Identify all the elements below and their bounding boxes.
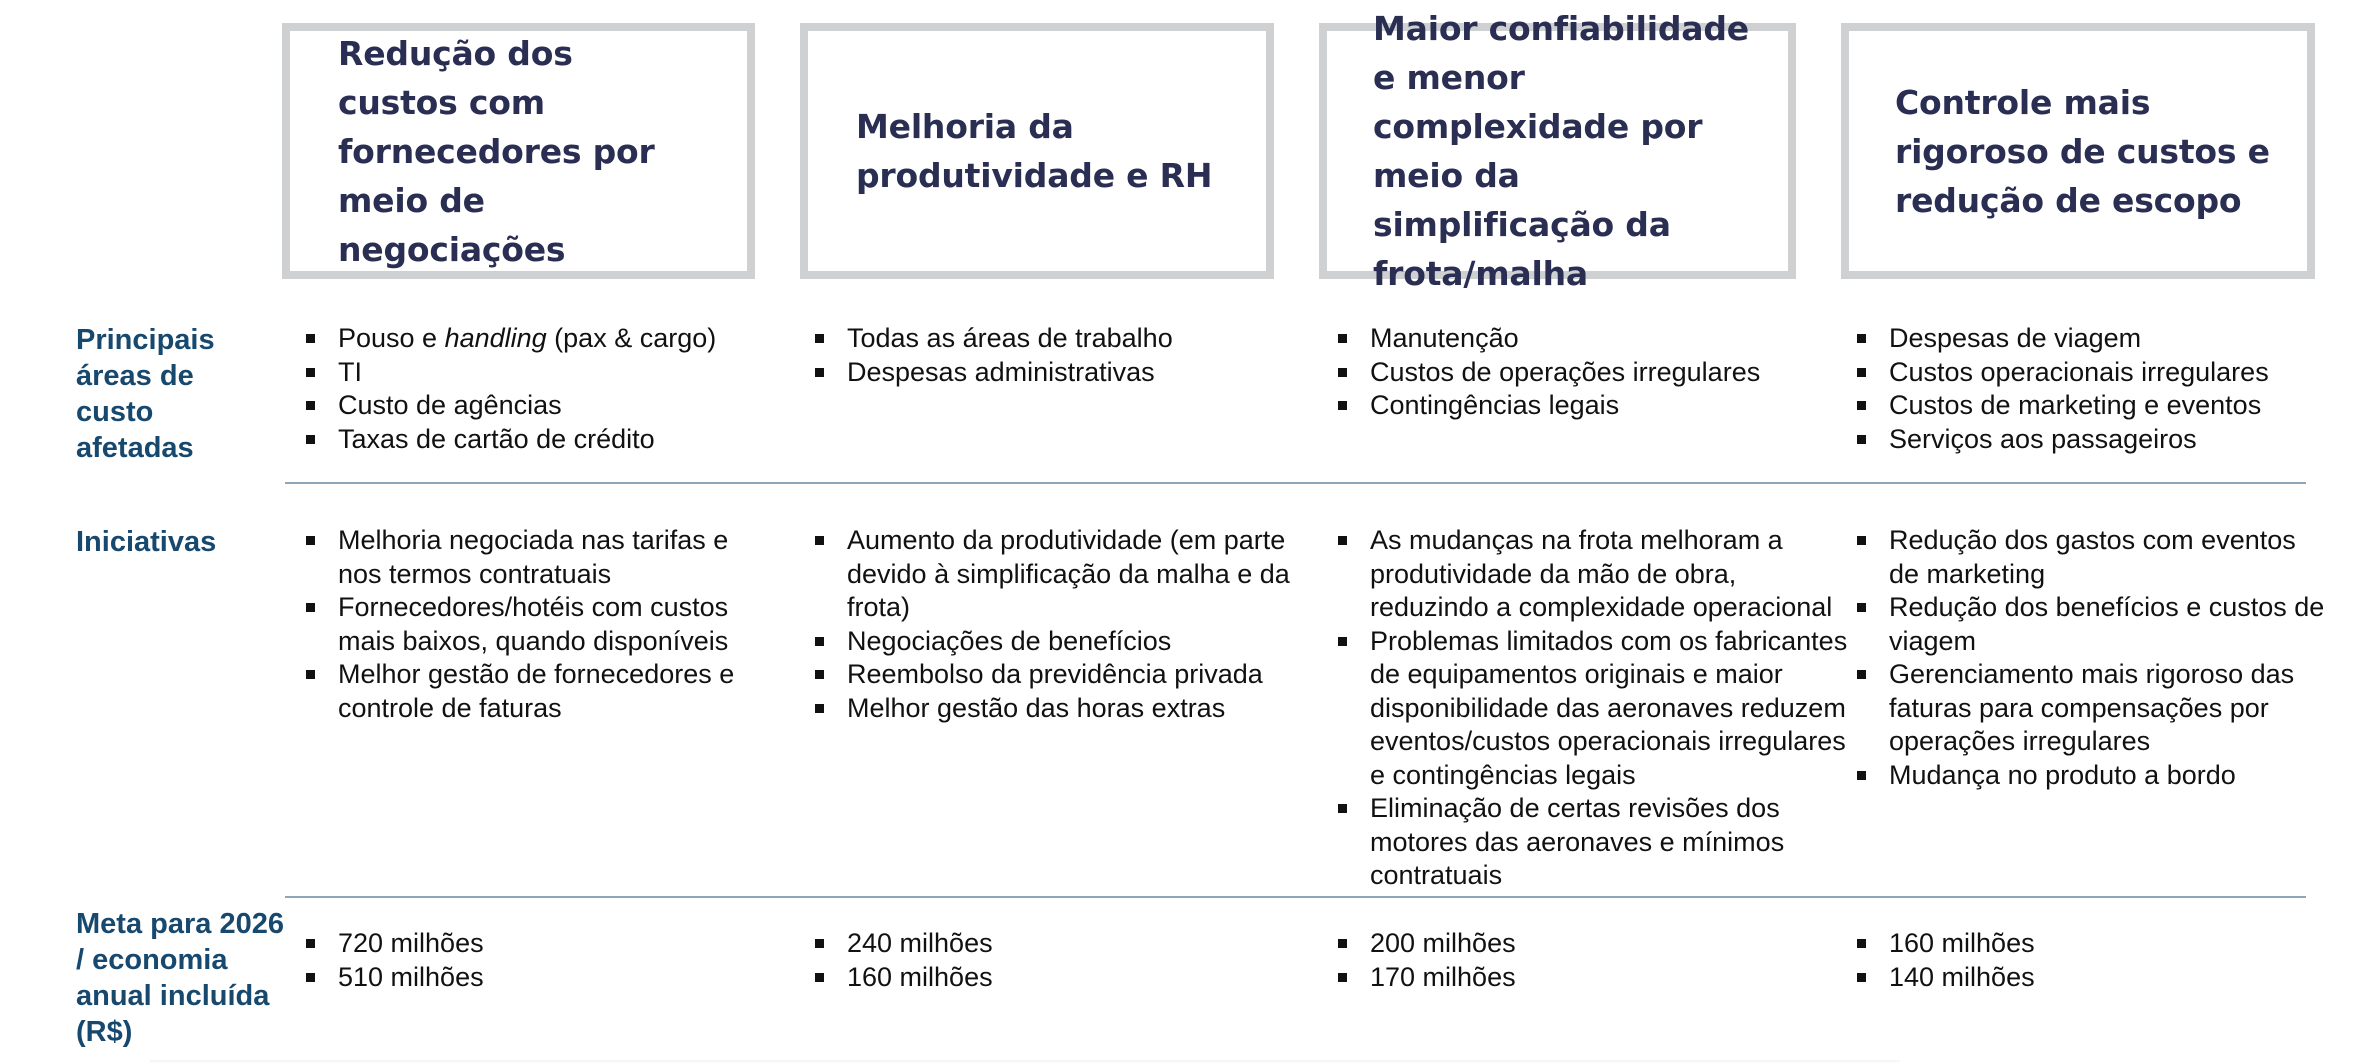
row-divider-1 (285, 482, 2306, 484)
list-item: 240 milhões (813, 927, 1263, 961)
list-item: Redução dos benefícios e custos de viagem (1855, 591, 2325, 658)
list-item: Despesas administrativas (813, 356, 1293, 390)
areas-list-col1 (304, 322, 784, 456)
targets-list-col3 (1336, 927, 1786, 994)
list-item: Contingências legais (1336, 389, 1836, 423)
list-item: Manutenção (1336, 322, 1836, 356)
targets-list-col2 (813, 927, 1263, 994)
list-item: Eliminação de certas revisões dos motores das aeronaves e mínimos contratuais (1336, 792, 1856, 893)
initiatives-list-col2 (813, 524, 1293, 725)
list-item: As mudanças na frota melhoram a produtividade da mão de obra, reduzindo a complexidade operacional (1336, 524, 1856, 625)
list-item: Custos operacionais irregulares (1855, 356, 2325, 390)
row-label-initiatives: Iniciativas (76, 526, 217, 558)
list-item: Reembolso da previdência privada (813, 658, 1293, 692)
list-item: Redução dos gastos com eventos de marketing (1855, 524, 2325, 591)
areas-list-col3 (1336, 322, 1836, 423)
list-item: 200 milhões (1336, 927, 1786, 961)
list-item: 140 milhões (1855, 961, 2305, 995)
list-item: 720 milhões (304, 927, 754, 961)
header-title-fleet-simplification: Maior confiabilidade e menor complexidade por meio da simplificação da frota/malha (1373, 9, 1749, 293)
header-box-fleet-simplification (1319, 9, 1796, 293)
handling-italic-text: handling (444, 323, 547, 353)
row-divider-2 (285, 896, 2306, 898)
list-item: Problemas limitados com os fabricantes de equipamentos originais e maior disponibilidade das aeronaves reduzem eventos/custos operacionais irregulares e contingências legais (1336, 625, 1856, 793)
list-item: 160 milhões (813, 961, 1263, 995)
list-item: Custo de agências (304, 389, 784, 423)
list-item: Negociações de benefícios (813, 625, 1293, 659)
list-item: Melhoria negociada nas tarifas e nos termos contratuais (304, 524, 754, 591)
list-item: 170 milhões (1336, 961, 1786, 995)
initiatives-list-col3 (1336, 524, 1856, 893)
targets-list-col1 (304, 927, 754, 994)
list-item: Mudança no produto a bordo (1855, 759, 2325, 793)
header-title-supplier-costs: Redução dos custos com fornecedores por meio de negociações (338, 33, 655, 269)
initiatives-list-col4 (1855, 524, 2325, 792)
list-item: Custos de operações irregulares (1336, 356, 1836, 390)
list-item: Serviços aos passageiros (1855, 423, 2325, 457)
list-item: Custos de marketing e eventos (1855, 389, 2325, 423)
row-label-target: Meta para 2026 / economia anual incluída (R$) (76, 908, 284, 1048)
list-item: TI (304, 356, 784, 390)
targets-list-col4 (1855, 927, 2305, 994)
areas-list-col2 (813, 322, 1293, 389)
list-item: Despesas de viagem (1855, 322, 2325, 356)
list-item: Melhor gestão de fornecedores e controle de faturas (304, 658, 754, 725)
list-item: Aumento da produtividade (em parte devido à simplificação da malha e da frota) (813, 524, 1293, 625)
initiatives-list-col1 (304, 524, 754, 725)
bottom-fade (150, 1060, 1900, 1064)
list-item: Todas as áreas de trabalho (813, 322, 1293, 356)
header-title-cost-control: Controle mais rigoroso de custos e redução de escopo (1895, 82, 2270, 220)
row-label-areas: Principais áreas de custo afetadas (76, 324, 215, 464)
list-item: Taxas de cartão de crédito (304, 423, 784, 457)
header-box-cost-control (1841, 23, 2315, 279)
header-box-productivity-hr (800, 23, 1274, 279)
list-item: Pouso e handling (pax & cargo) (304, 322, 784, 356)
list-item: 510 milhões (304, 961, 754, 995)
header-title-productivity-hr: Melhoria da produtividade e RH (856, 107, 1213, 195)
list-item: Gerenciamento mais rigoroso das faturas para compensações por operações irregulares (1855, 658, 2325, 759)
list-item: Fornecedores/hotéis com custos mais baixos, quando disponíveis (304, 591, 754, 658)
header-box-supplier-costs (282, 23, 755, 279)
areas-list-col4 (1855, 322, 2325, 456)
list-item: Melhor gestão das horas extras (813, 692, 1293, 726)
list-item: 160 milhões (1855, 927, 2305, 961)
